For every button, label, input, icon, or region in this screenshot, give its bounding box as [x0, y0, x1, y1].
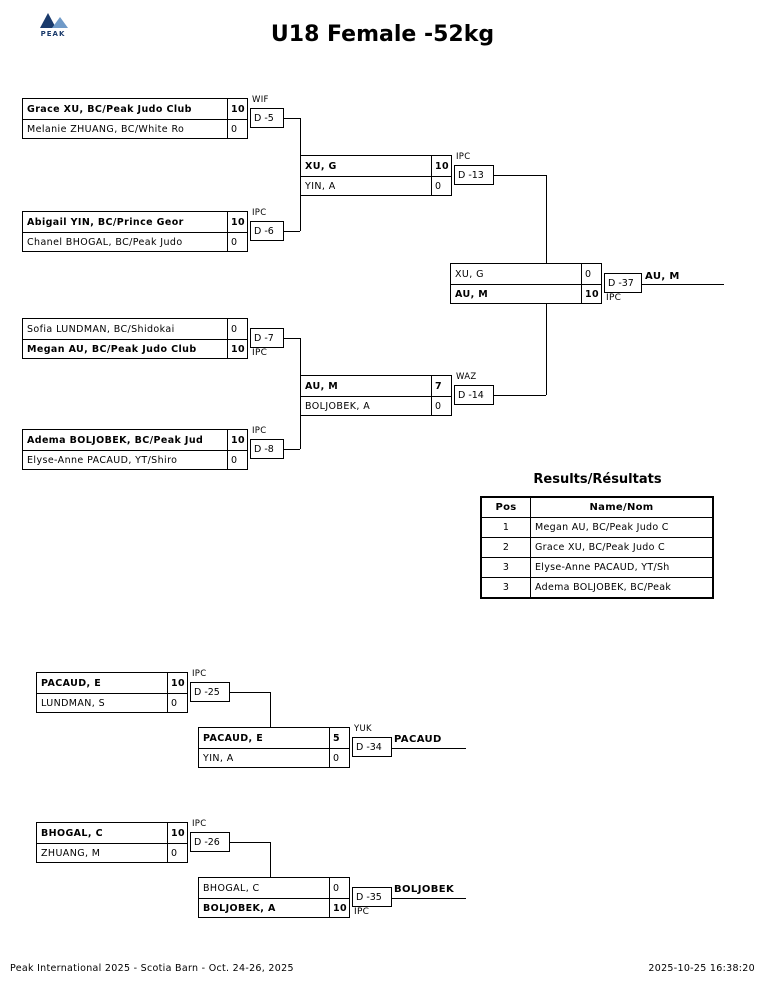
match-d5-slot-a[interactable] — [23, 99, 247, 119]
match-d14-slot-a[interactable] — [301, 376, 451, 396]
match-d7-slot-b[interactable] — [23, 339, 247, 359]
athlete-score: 0 — [431, 177, 451, 196]
connector — [284, 118, 300, 119]
connector — [642, 284, 724, 285]
match-d8[interactable] — [22, 429, 248, 470]
connector — [494, 395, 546, 396]
result-pos: 2 — [482, 538, 531, 558]
final-winner-label: AU, M — [645, 271, 680, 282]
athlete-name: PACAUD, E — [203, 732, 264, 744]
match-d6-slot-a[interactable] — [23, 212, 247, 232]
athlete-name: YIN, A — [203, 753, 234, 764]
result-name: Elyse-Anne PACAUD, YT/Sh — [531, 558, 713, 578]
connector — [284, 231, 300, 232]
match-d35-number: D -35 — [352, 887, 392, 907]
results-col-name: Name/Nom — [531, 498, 713, 518]
connector — [494, 175, 546, 176]
match-d14-slot-b[interactable] — [301, 396, 451, 416]
athlete-name: XU, G — [455, 268, 484, 280]
match-d6-slot-b[interactable] — [23, 232, 247, 252]
results-title: Results/Résultats — [533, 472, 662, 487]
match-d6-number: D -6 — [250, 221, 284, 241]
match-d7[interactable] — [22, 318, 248, 359]
athlete-name: AU, M — [455, 289, 489, 300]
match-d14-code: WAZ — [456, 372, 477, 382]
footer-timestamp: 2025-10-25 16:38:20 — [648, 963, 755, 974]
match-d34-slot-a[interactable] — [199, 728, 349, 748]
connector — [230, 692, 270, 693]
connector — [284, 449, 300, 450]
match-d14[interactable] — [300, 375, 452, 416]
athlete-name: Melanie ZHUANG, BC/White Ro — [27, 124, 185, 135]
athlete-name: XU, G — [305, 160, 337, 172]
athlete-name: Sofia LUNDMAN, BC/Shidokai — [27, 323, 175, 335]
match-d37[interactable] — [450, 263, 602, 304]
athlete-name: YIN, A — [305, 181, 336, 192]
athlete-score: 10 — [581, 285, 601, 304]
match-d25-slot-b[interactable] — [37, 693, 187, 713]
table-row — [482, 558, 713, 578]
athlete-score: 0 — [581, 264, 601, 284]
result-pos: 1 — [482, 518, 531, 538]
athlete-name: Abigail YIN, BC/Prince Geor — [27, 216, 184, 228]
athlete-name: AU, M — [305, 380, 339, 392]
page-title: U18 Female -52kg — [270, 22, 495, 47]
athlete-score: 10 — [227, 430, 247, 450]
result-pos: 3 — [482, 558, 531, 578]
athlete-score: 5 — [329, 728, 349, 748]
match-d5-slot-b[interactable] — [23, 119, 247, 139]
athlete-name: Megan AU, BC/Peak Judo Club — [27, 344, 197, 355]
match-d26-slot-b[interactable] — [37, 843, 187, 863]
match-d5-code: WIF — [252, 95, 269, 105]
repechage-lower-winner-label: BOLJOBEK — [394, 884, 455, 895]
athlete-score: 10 — [329, 899, 349, 918]
connector — [392, 898, 466, 899]
match-d26[interactable] — [36, 822, 188, 863]
athlete-score: 0 — [167, 694, 187, 713]
match-d7-code: IPC — [252, 348, 268, 358]
athlete-score: 10 — [227, 212, 247, 232]
match-d26-slot-a[interactable] — [37, 823, 187, 843]
match-d13[interactable] — [300, 155, 452, 196]
athlete-score: 0 — [227, 451, 247, 470]
athlete-name: Elyse-Anne PACAUD, YT/Shiro — [27, 455, 178, 466]
match-d37-slot-a[interactable] — [451, 264, 601, 284]
athlete-score: 0 — [329, 749, 349, 768]
connector — [392, 748, 466, 749]
match-d13-slot-b[interactable] — [301, 176, 451, 196]
match-d26-code: IPC — [192, 819, 207, 829]
athlete-name: BHOGAL, C — [203, 882, 260, 894]
match-d35-slot-b[interactable] — [199, 898, 349, 918]
athlete-score: 10 — [167, 823, 187, 843]
match-d7-number: D -7 — [250, 328, 284, 348]
result-name: Megan AU, BC/Peak Judo C — [531, 518, 713, 538]
result-name: Grace XU, BC/Peak Judo C — [531, 538, 713, 558]
athlete-score: 7 — [431, 376, 451, 396]
athlete-score: 0 — [431, 397, 451, 416]
match-d8-code: IPC — [252, 426, 267, 436]
athlete-name: BOLJOBEK, A — [305, 401, 371, 412]
match-d8-slot-a[interactable] — [23, 430, 247, 450]
athlete-score: 0 — [227, 120, 247, 139]
match-d5[interactable] — [22, 98, 248, 139]
athlete-score: 0 — [227, 233, 247, 252]
athlete-name: LUNDMAN, S — [41, 698, 106, 709]
table-row — [482, 518, 713, 538]
athlete-score: 10 — [227, 340, 247, 359]
table-row — [482, 538, 713, 558]
athlete-score: 10 — [167, 673, 187, 693]
athlete-score: 10 — [227, 99, 247, 119]
match-d6[interactable] — [22, 211, 248, 252]
athlete-score: 0 — [329, 878, 349, 898]
table-row — [482, 578, 713, 598]
match-d34-number: D -34 — [352, 737, 392, 757]
match-d34[interactable] — [198, 727, 350, 768]
match-d14-number: D -14 — [454, 385, 494, 405]
footer-event-info: Peak International 2025 - Scotia Barn - Oct. 24-26, 2025 — [10, 963, 294, 974]
results-col-pos: Pos — [482, 498, 531, 518]
results-table — [480, 496, 714, 599]
match-d37-code: IPC — [606, 293, 622, 303]
logo-text: PEAK — [40, 30, 66, 38]
athlete-score: 0 — [227, 319, 247, 339]
match-d7-slot-a[interactable] — [23, 319, 247, 339]
athlete-score: 0 — [167, 844, 187, 863]
match-d35[interactable] — [198, 877, 350, 918]
match-d25-code: IPC — [192, 669, 207, 679]
match-d37-number: D -37 — [604, 273, 642, 293]
athlete-name: BOLJOBEK, A — [203, 903, 276, 914]
athlete-name: PACAUD, E — [41, 677, 102, 689]
match-d26-number: D -26 — [190, 832, 230, 852]
match-d25[interactable] — [36, 672, 188, 713]
athlete-name: BHOGAL, C — [41, 827, 103, 839]
athlete-name: Chanel BHOGAL, BC/Peak Judo — [27, 237, 183, 248]
match-d35-code: IPC — [354, 907, 370, 917]
match-d34-slot-b[interactable] — [199, 748, 349, 768]
match-d35-slot-a[interactable] — [199, 878, 349, 898]
athlete-name: Grace XU, BC/Peak Judo Club — [27, 103, 192, 115]
athlete-name: Adema BOLJOBEK, BC/Peak Jud — [27, 434, 204, 446]
match-d34-code: YUK — [354, 724, 372, 734]
match-d25-number: D -25 — [190, 682, 230, 702]
match-d13-code: IPC — [456, 152, 471, 162]
match-d37-slot-b[interactable] — [451, 284, 601, 304]
match-d8-number: D -8 — [250, 439, 284, 459]
match-d13-number: D -13 — [454, 165, 494, 185]
match-d25-slot-a[interactable] — [37, 673, 187, 693]
athlete-score: 10 — [431, 156, 451, 176]
match-d8-slot-b[interactable] — [23, 450, 247, 470]
connector — [230, 842, 270, 843]
repechage-upper-winner-label: PACAUD — [394, 734, 442, 745]
result-name: Adema BOLJOBEK, BC/Peak — [531, 578, 713, 598]
match-d6-code: IPC — [252, 208, 267, 218]
match-d5-number: D -5 — [250, 108, 284, 128]
athlete-name: ZHUANG, M — [41, 848, 101, 859]
result-pos: 3 — [482, 578, 531, 598]
connector — [284, 338, 300, 339]
match-d13-slot-a[interactable] — [301, 156, 451, 176]
results-header-row — [482, 498, 713, 518]
